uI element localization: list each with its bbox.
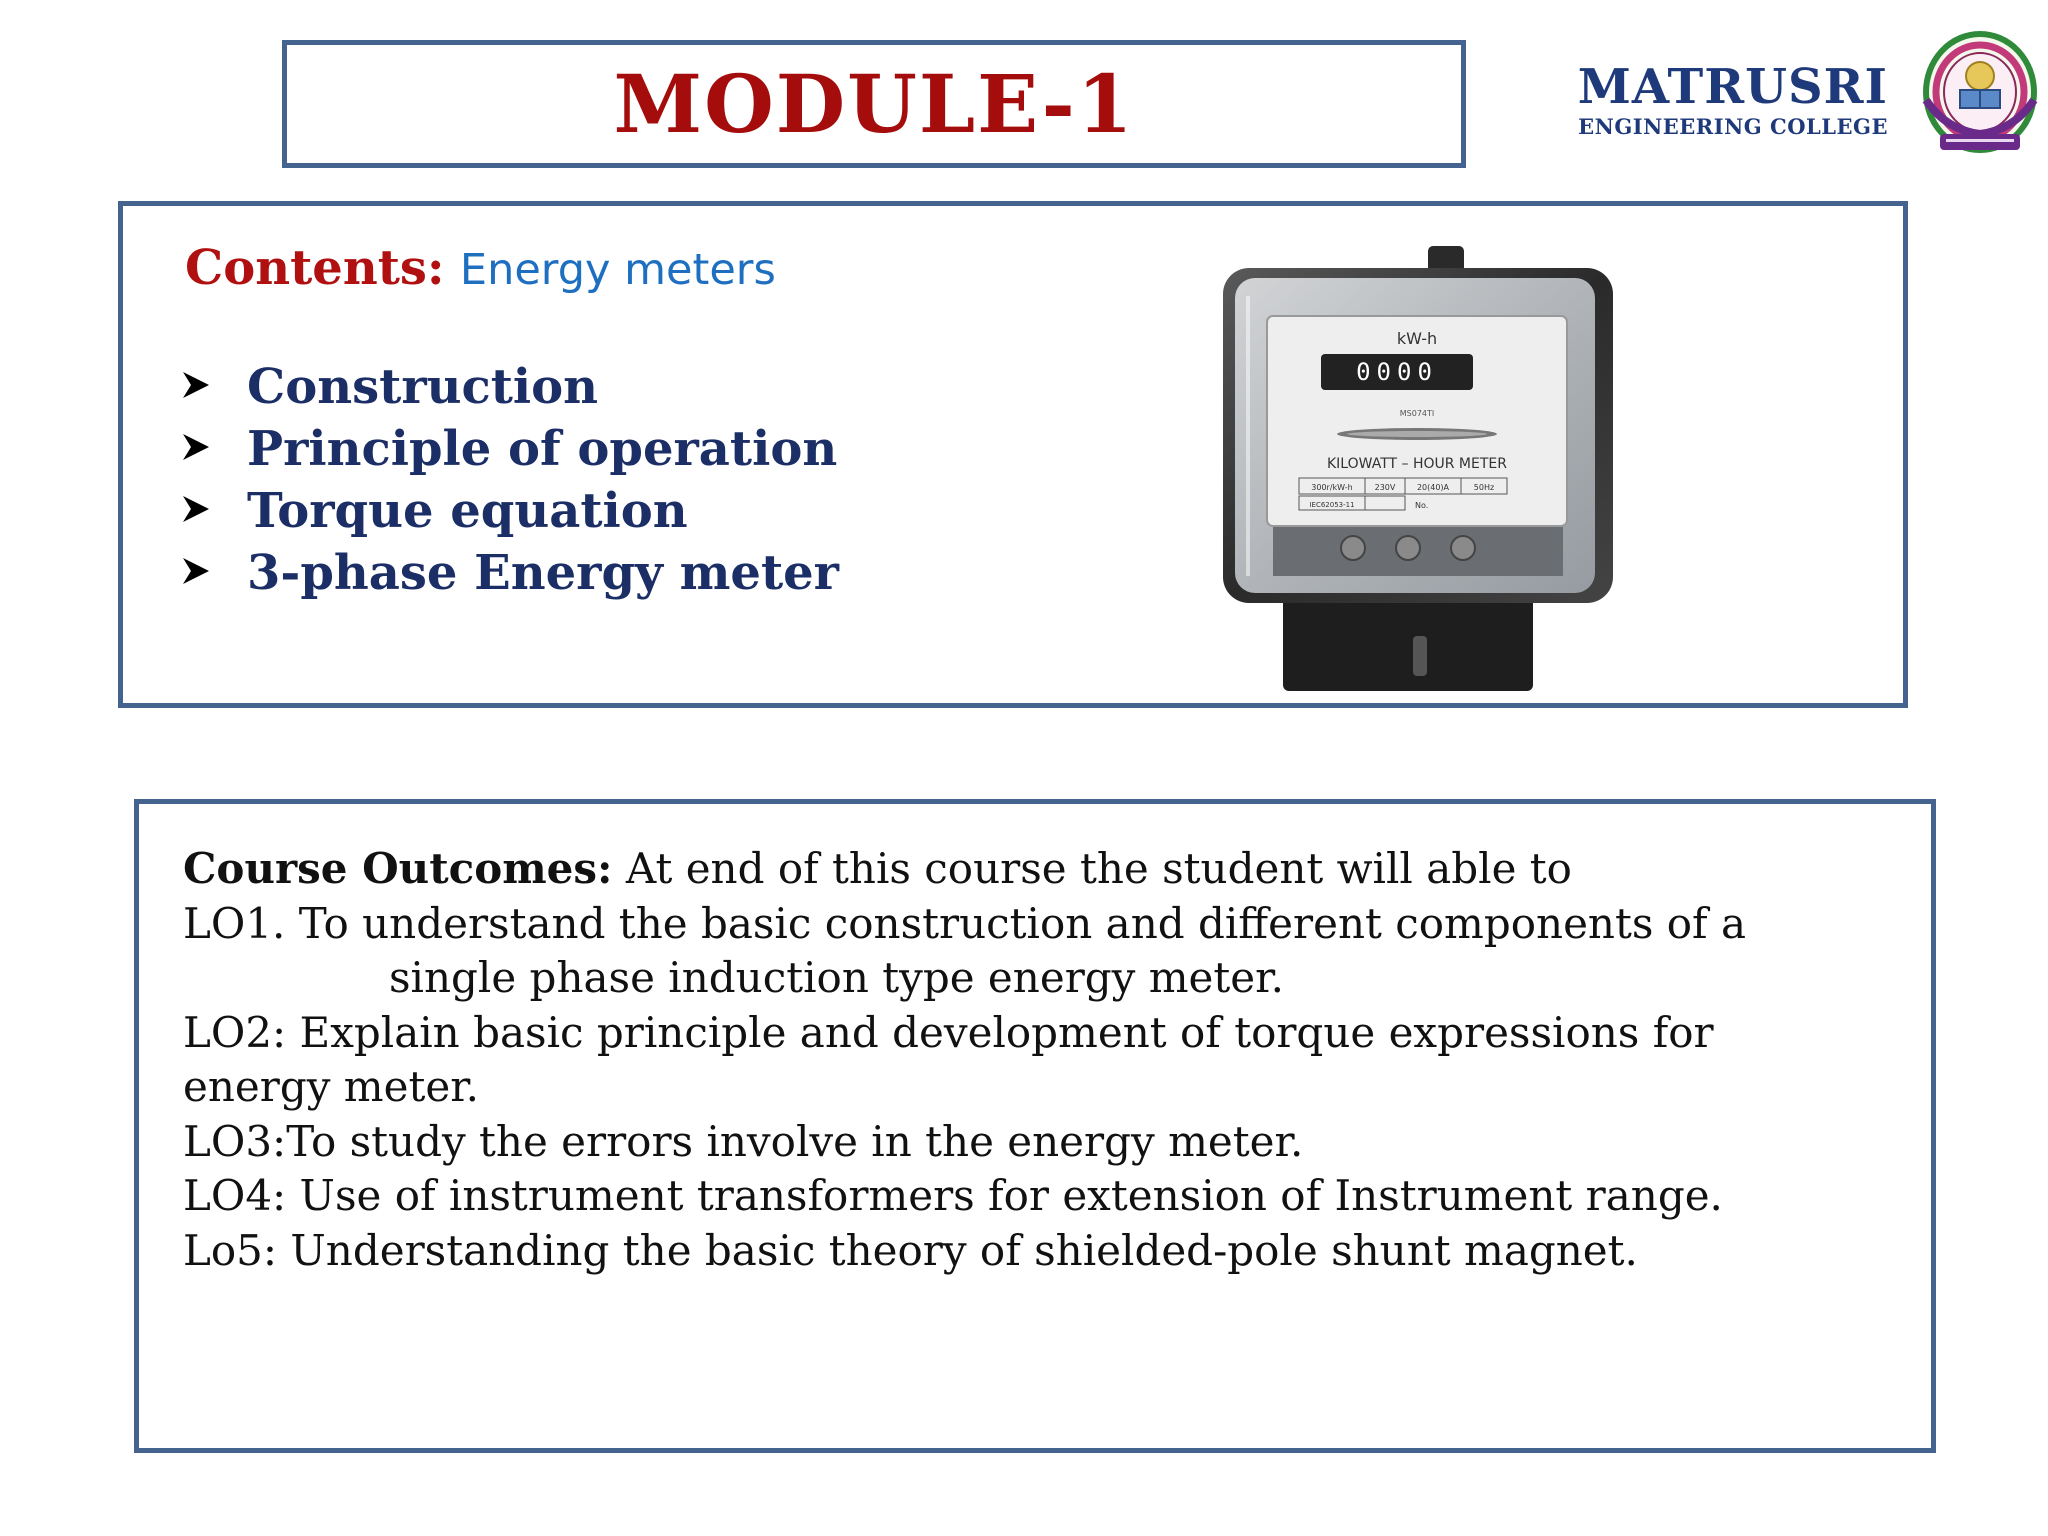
energy-meter-image	[1203, 236, 1623, 696]
topic-list	[181, 356, 839, 604]
meter-model: MS074TI	[1399, 409, 1435, 418]
outcomes-intro-line	[183, 842, 1903, 897]
arrow-bullet-icon	[181, 370, 247, 404]
topic-label: Construction	[247, 359, 599, 415]
outcome-lo2-line1: LO2: Explain basic principle and development of torque expressions for	[183, 1007, 1714, 1057]
topic-label: Torque equation	[247, 483, 688, 539]
list-item	[181, 542, 839, 604]
outcome-lo3: LO3:To study the errors involve in the energy meter.	[183, 1116, 1304, 1166]
list-item	[181, 356, 839, 418]
outcomes-label: Course Outcomes:	[183, 844, 613, 893]
outcome-lo1-line2: single phase induction type energy meter.	[389, 953, 1284, 1002]
contents-heading	[185, 238, 776, 300]
meter-spec: 20(40)A	[1416, 483, 1450, 492]
college-emblem-icon	[1916, 30, 2044, 160]
college-name-line2: ENGINEERING COLLEGE	[1578, 114, 1888, 139]
arrow-bullet-icon	[181, 494, 247, 528]
topic-label: Principle of operation	[247, 421, 838, 477]
meter-caption: KILOWATT – HOUR METER	[1327, 456, 1507, 472]
course-outcomes-text	[183, 842, 1903, 1278]
contents-topic: Energy meters	[459, 245, 776, 295]
outcomes-intro: At end of this course the student will able to	[612, 844, 1572, 893]
meter-spec: 50Hz	[1473, 483, 1495, 492]
outcome-lo4: LO4: Use of instrument transformers for extension of Instrument range.	[183, 1171, 1723, 1220]
meter-dial-unit: kW-h	[1396, 329, 1438, 348]
meter-spec: 230V	[1374, 483, 1396, 492]
college-name	[1568, 60, 1888, 140]
slide-title: MODULE-1	[613, 57, 1135, 151]
outcome-lo2-line2: energy meter.	[183, 1062, 480, 1111]
meter-serial-label: No.	[1415, 501, 1429, 510]
meter-reading: 0000	[1356, 358, 1438, 386]
outcome-lo1-line1: LO1. To understand the basic construction and different components of a	[183, 898, 1746, 948]
title-box	[282, 40, 1466, 168]
topic-label: 3-phase Energy meter	[247, 545, 839, 601]
list-item	[181, 418, 839, 480]
arrow-bullet-icon	[181, 556, 247, 590]
meter-standard: IEC62053-11	[1309, 501, 1355, 509]
contents-panel	[118, 201, 1908, 708]
meter-spec: 300r/kW-h	[1311, 483, 1353, 492]
arrow-bullet-icon	[181, 432, 247, 466]
contents-label: Contents:	[185, 240, 445, 296]
college-name-line1: MATRUSRI	[1577, 59, 1888, 115]
outcome-lo5: Lo5: Understanding the basic theory of shielded-pole shunt magnet.	[183, 1225, 1638, 1275]
course-outcomes-panel	[134, 799, 1936, 1453]
list-item	[181, 480, 839, 542]
